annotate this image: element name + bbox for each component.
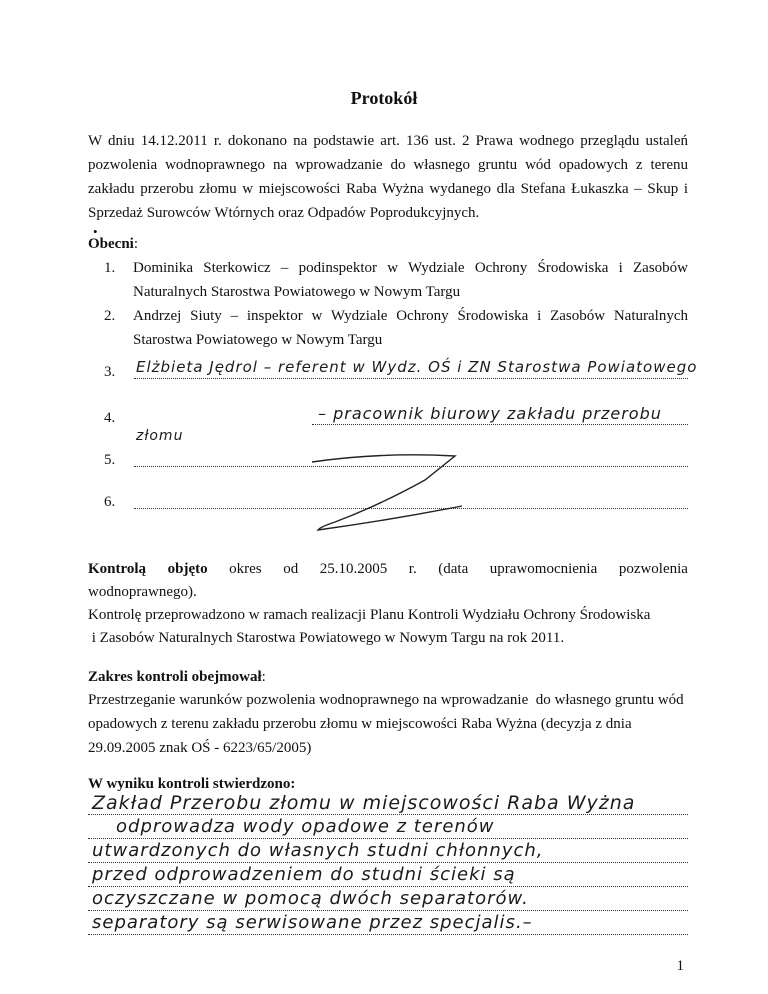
stray-mark: • (93, 224, 98, 239)
findings-heading: W wyniku kontroli stwierdzono: (88, 776, 296, 792)
page-title: Protokół (350, 88, 418, 108)
list-item: 2. Andrzej Siuty – inspektor w Wydziale Ochrony Środowiska i Zasobów Naturalnych Starostwa Powiatowego w Nowym Targu (104, 308, 688, 348)
handwritten-line: przed odprowadzeniem do studni ścieki są (92, 864, 516, 885)
handwritten-line: oczyszczane w pomocą dwóch separatorów. (92, 888, 529, 909)
handwritten-line: separatory są serwisowane przez specjalis.– (92, 912, 533, 933)
intro-paragraph: W dniu 14.12.2011 r. dokonano na podstawie art. 136 ust. 2 Prawa wodnego przeglądu ustaleń pozwolenia wodnoprawnego na wprowadzanie do własnego gruntu wód opadowych z terenu zakładu przerobu złomu w miejscowości Raba Wyżna wydanego dla Stefana Łukaszka – Skup i Sprzedaż Surowców Wtórnych oraz Odpadów Poprodukcyjnych. (88, 133, 688, 221)
handwritten-line: Zakład Przerobu złomu w miejscowości Raba Wyżna (92, 792, 636, 814)
list-item-number: 3. (104, 364, 116, 380)
dotted-line (88, 886, 688, 887)
list-item-number: 6. (104, 494, 116, 510)
present-heading: Obecni: (88, 236, 139, 252)
handwritten-entry: Elżbieta Jędrol – referent w Wydz. OŚ i ZN Starostwa Powiatowego (136, 358, 698, 376)
list-item: 1. Dominika Sterkowicz – podinspektor w Wydziale Ochrony Środowiska i Zasobów Naturalnych Starostwa Powiatowego w Nowym Targu (104, 260, 688, 300)
scope-line-3: Kontrolę przeprowadzono w ramach realizacji Planu Kontroli Wydziału Ochrony Środowiska (88, 607, 651, 623)
list-item-number: 5. (104, 452, 116, 468)
dotted-line (88, 910, 688, 911)
dotted-line (88, 934, 688, 935)
handwritten-line: utwardzonych do własnych studni chłonnych, (92, 840, 544, 861)
scope-line-1: Kontrolą objęto okres od 25.10.2005 r. (data uprawomocnienia pozwolenia (88, 561, 688, 577)
list-item-number: 4. (104, 410, 116, 426)
page-number: 1 (676, 958, 684, 974)
range-heading: Zakres kontroli obejmował: (88, 669, 266, 685)
scope-line-4: i Zasobów Naturalnych Starostwa Powiatowego w Nowym Targu na rok 2011. (88, 630, 565, 646)
dotted-line (88, 838, 688, 839)
dotted-line (88, 862, 688, 863)
dotted-line (88, 814, 688, 815)
handwritten-entry: – pracownik biurowy zakładu przerobu (318, 404, 662, 423)
range-text: Przestrzeganie warunków pozwolenia wodnoprawnego na wprowadzanie do własnego gruntu wód opadowych z terenu zakładu przerobu złomu w miejscowości Raba Wyżna (decyzja z dnia 29.09.2005 znak OŚ - 6223/65/2005) (88, 692, 688, 756)
handwritten-line: odprowadza wody opadowe z terenów (116, 816, 495, 837)
scope-line-2: wodnoprawnego). (88, 584, 197, 600)
handwritten-entry: złomu (136, 428, 184, 444)
